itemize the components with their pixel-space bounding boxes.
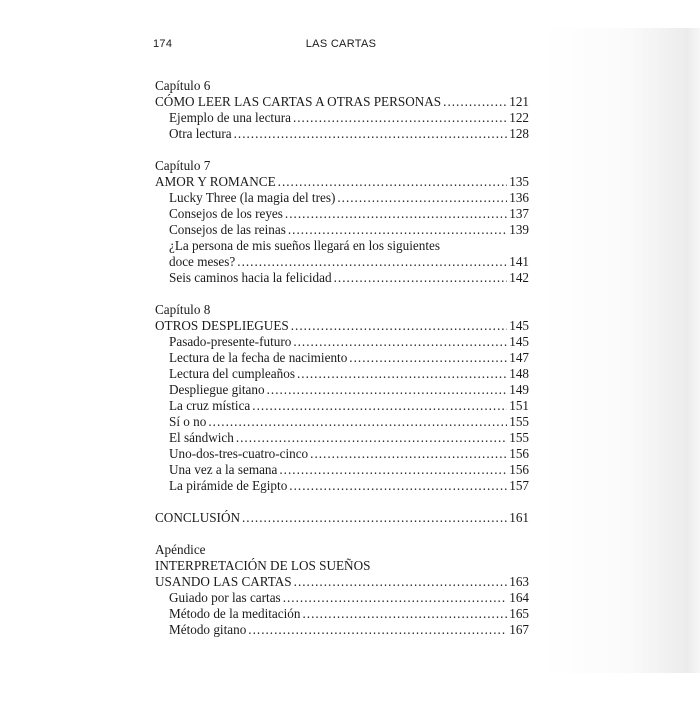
leader-dots (285, 206, 507, 222)
leader-dots (208, 414, 507, 430)
entry-title: doce meses? (169, 254, 236, 269)
toc-chapter-entry (155, 174, 529, 190)
toc-entry (155, 446, 529, 462)
toc-entry (155, 462, 529, 478)
page-edge-shadow (542, 28, 700, 673)
leader-dots (252, 398, 507, 414)
entry-page: 145 (509, 318, 529, 333)
toc-entry (155, 206, 529, 222)
entry-page: 149 (509, 382, 529, 397)
appendix-label: Apéndice (155, 542, 206, 557)
toc-entry (155, 350, 529, 366)
toc-entry (155, 222, 529, 238)
toc-entry (155, 334, 529, 350)
entry-page: 155 (509, 430, 529, 445)
entry-title: Una vez a la semana (169, 462, 278, 477)
toc-section-appendix (155, 542, 529, 638)
entry-title-first-line: ¿La persona de mis sueños llegará en los siguientes (169, 238, 441, 253)
leader-dots (288, 222, 507, 238)
toc-section-chapter-6 (155, 78, 529, 142)
entry-title: CÓMO LEER LAS CARTAS A OTRAS PERSONAS (155, 94, 442, 109)
entry-title: Despliegue gitano (169, 382, 265, 397)
toc-chapter-entry (155, 94, 529, 110)
entry-title: La cruz mística (169, 398, 251, 413)
toc-entry (155, 590, 529, 606)
entry-page: 157 (509, 478, 529, 493)
entry-title: La pirámide de Egipto (169, 478, 288, 493)
entry-title: Guiado por las cartas (169, 590, 281, 605)
entry-page: 135 (509, 174, 529, 189)
toc-entry (155, 110, 529, 126)
leader-dots (267, 382, 508, 398)
entry-page: 156 (509, 462, 529, 477)
table-of-contents (155, 78, 529, 638)
leader-dots (337, 190, 507, 206)
leader-dots (293, 334, 507, 350)
toc-entry (155, 606, 529, 622)
entry-page: 122 (509, 110, 529, 125)
entry-title: Consejos de los reyes (169, 206, 283, 221)
entry-page: 139 (509, 222, 529, 237)
entry-title: Lucky Three (la magia del tres) (169, 190, 336, 205)
leader-dots (293, 110, 507, 126)
leader-dots (234, 126, 508, 142)
entry-page: 142 (509, 270, 529, 285)
leader-dots (278, 174, 508, 190)
entry-title: Otra lectura (169, 126, 232, 141)
toc-section-chapter-8 (155, 302, 529, 494)
entry-title: Sí o no (169, 414, 207, 429)
toc-chapter-entry (155, 574, 529, 590)
chapter-label: Capítulo 8 (155, 302, 211, 317)
toc-entry (155, 126, 529, 142)
toc-entry (155, 190, 529, 206)
leader-dots (294, 574, 508, 590)
entry-page: 148 (509, 366, 529, 381)
entry-page: 141 (509, 254, 529, 269)
leader-dots (349, 350, 507, 366)
entry-page: 137 (509, 206, 529, 221)
toc-entry (155, 622, 529, 638)
toc-entry (155, 430, 529, 446)
leader-dots (302, 606, 507, 622)
entry-title: AMOR Y ROMANCE (155, 174, 276, 189)
toc-section-conclusion (155, 510, 529, 526)
entry-page: 156 (509, 446, 529, 461)
leader-dots (248, 622, 507, 638)
entry-page: 165 (509, 606, 529, 621)
entry-page: 161 (509, 510, 529, 525)
entry-title: Pasado-presente-futuro (169, 334, 292, 349)
toc-chapter-entry (155, 318, 529, 334)
entry-page: 121 (509, 94, 529, 109)
leader-dots (443, 94, 507, 110)
entry-title: Lectura del cumpleaños (169, 366, 295, 381)
leader-dots (291, 318, 508, 334)
entry-title: Ejemplo de una lectura (169, 110, 291, 125)
entry-title: Seis caminos hacia la felicidad (169, 270, 332, 285)
entry-title: Método de la meditación (169, 606, 301, 621)
entry-title: Lectura de la fecha de nacimiento (169, 350, 348, 365)
toc-entry (155, 270, 529, 286)
leader-dots (237, 254, 507, 270)
entry-page: 151 (509, 398, 529, 413)
entry-page: 155 (509, 414, 529, 429)
entry-title: OTROS DESPLIEGUES (155, 318, 289, 333)
entry-page: 145 (509, 334, 529, 349)
entry-page: 164 (509, 590, 529, 605)
leader-dots (310, 446, 507, 462)
leader-dots (242, 510, 507, 526)
leader-dots (283, 590, 508, 606)
page-number: 174 (153, 38, 173, 50)
toc-entry (155, 382, 529, 398)
toc-entry (155, 254, 529, 270)
toc-entry (155, 398, 529, 414)
entry-title: CONCLUSIÓN (155, 510, 240, 525)
leader-dots (289, 478, 507, 494)
toc-entry (155, 478, 529, 494)
entry-page: 128 (509, 126, 529, 141)
chapter-label: Capítulo 6 (155, 78, 211, 93)
leader-dots (297, 366, 507, 382)
entry-title-first-line: INTERPRETACIÓN DE LOS SUEÑOS (155, 558, 371, 573)
entry-page: 163 (509, 574, 529, 589)
toc-section-chapter-7 (155, 158, 529, 286)
toc-chapter-entry (155, 510, 529, 526)
leader-dots (279, 462, 507, 478)
toc-entry (155, 414, 529, 430)
running-head (153, 38, 529, 54)
entry-title: USANDO LAS CARTAS (155, 574, 292, 589)
entry-title: El sándwich (169, 430, 234, 445)
running-title: LAS CARTAS (305, 38, 377, 50)
entry-page: 136 (509, 190, 529, 205)
entry-title: Consejos de las reinas (169, 222, 286, 237)
chapter-label: Capítulo 7 (155, 158, 211, 173)
entry-page: 147 (509, 350, 529, 365)
toc-entry (155, 366, 529, 382)
entry-page: 167 (509, 622, 529, 637)
entry-title: Método gitano (169, 622, 247, 637)
leader-dots (334, 270, 508, 286)
leader-dots (236, 430, 507, 446)
entry-title: Uno-dos-tres-cuatro-cinco (169, 446, 309, 461)
